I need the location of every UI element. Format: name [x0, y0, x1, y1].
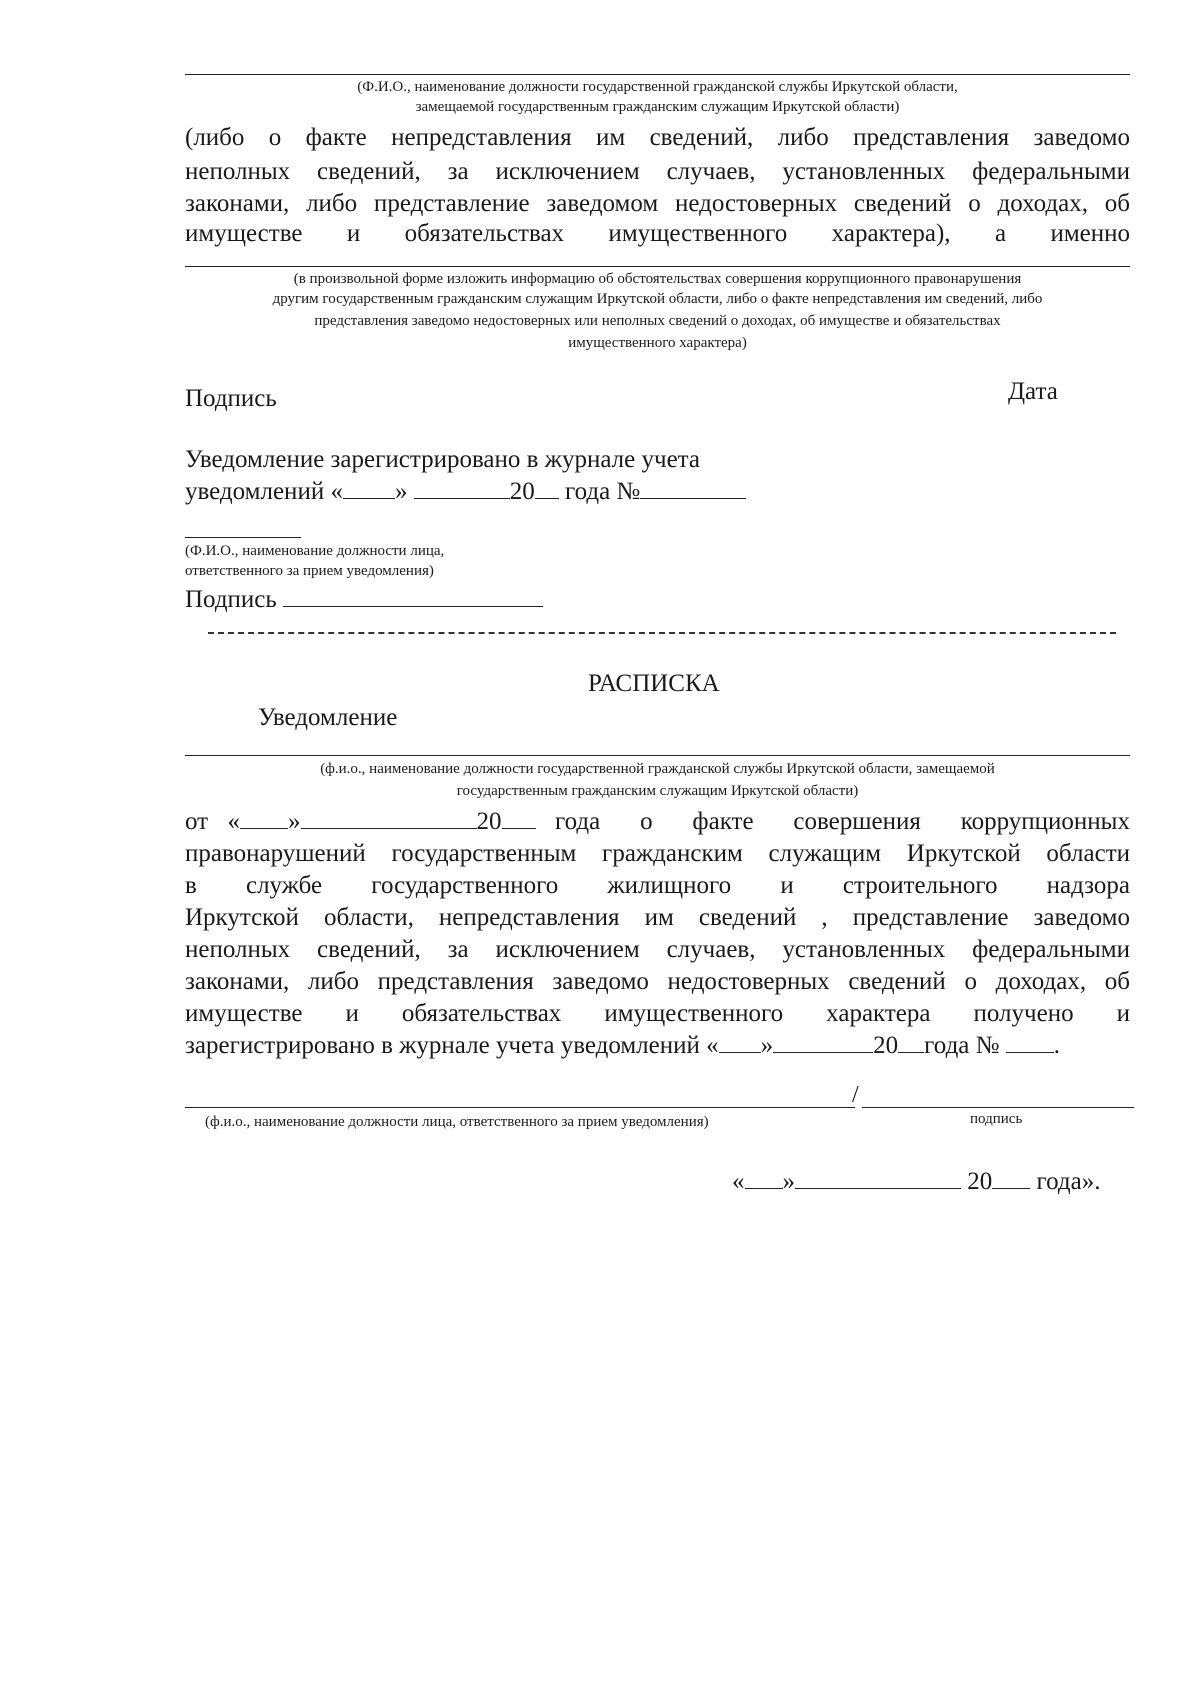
receipt-line-5: неполных сведений, за исключением случаев, установленных федеральными	[185, 936, 1130, 963]
intro-line-1: (либо о факте непредставления им сведений, либо представления заведомо	[185, 124, 1130, 151]
receipt-notification-label: Уведомление	[258, 704, 398, 731]
receipt-from: от	[185, 808, 209, 835]
signature2-line	[185, 584, 543, 615]
receipt-line8-prefix: зарегистрировано в журнале учета уведомлений «	[185, 1032, 719, 1059]
registration-number-field[interactable]	[640, 476, 746, 499]
receipt-year-field[interactable]	[502, 806, 536, 829]
receipt-line-2: правонарушений государственным гражданским служащим Иркутской области	[185, 840, 1130, 867]
registration-year-field[interactable]	[535, 476, 559, 499]
bottom-caption-right: подпись	[970, 1111, 1023, 1127]
registration-line1: Уведомление зарегистрировано в журнале учета	[185, 446, 700, 473]
responsible-caption-line2: ответственного за прием уведомления)	[185, 563, 434, 579]
date-label: Дата	[1008, 378, 1058, 405]
receipt-caption-line1: (ф.и.о., наименование должности государственной гражданской службы Иркутской области, замещаемой	[320, 761, 995, 777]
info-line	[185, 266, 1130, 267]
intro-line-2: неполных сведений, за исключением случаев, установленных федеральными	[185, 158, 1130, 185]
receipt-line8-day-field[interactable]	[719, 1030, 761, 1053]
cut-line	[208, 632, 1116, 634]
bottom-caption-left: (ф.и.о., наименование должности лица, ответственного за прием уведомления)	[205, 1114, 709, 1130]
receipt-day-field[interactable]	[240, 806, 288, 829]
receipt-line-4: Иркутской области, непредставления им сведений , представление заведомо	[185, 904, 1130, 931]
bottom-signature-line	[862, 1107, 1134, 1108]
receipt-line8-month-field[interactable]	[773, 1030, 873, 1053]
receipt-line-8	[185, 1030, 1060, 1061]
bottom-date-day-field[interactable]	[745, 1166, 783, 1189]
registration-year-prefix: 20	[509, 478, 535, 505]
signature2-field[interactable]	[283, 584, 543, 607]
bottom-date-year: 20	[967, 1168, 993, 1195]
receipt-year-prefix: 20	[476, 808, 502, 835]
registration-day-field[interactable]	[343, 476, 395, 499]
registration-prefix: уведомлений «	[185, 478, 343, 505]
responsible-caption-line1: (Ф.И.О., наименование должности лица,	[185, 543, 445, 559]
bottom-date-quote-close: »	[782, 1168, 795, 1195]
receipt-date-group	[228, 806, 536, 837]
bottom-slash: /	[852, 1082, 859, 1108]
receipt-line-1	[185, 806, 1130, 837]
receipt-line-3: в службе государственного жилищного и строительного надзора	[185, 872, 1130, 899]
info-caption-line4: имущественного характера)	[568, 335, 747, 351]
bottom-date-year-field[interactable]	[992, 1166, 1030, 1189]
bottom-date-suffix: года».	[1036, 1168, 1101, 1195]
receipt-title: РАСПИСКА	[588, 670, 720, 697]
receipt-caption-line2: государственным гражданским служащим Иркутской области)	[456, 783, 859, 799]
bottom-date-line	[732, 1166, 1100, 1197]
signature-label: Подпись	[185, 385, 277, 412]
receipt-quote-close: »	[288, 808, 301, 835]
registration-month-field[interactable]	[414, 476, 510, 499]
header-caption-line2: замещаемой государственным гражданским служащим Иркутской области)	[415, 99, 900, 115]
receipt-line8-quote-close: »	[760, 1032, 774, 1059]
bottom-date-month-field[interactable]	[795, 1166, 961, 1189]
receipt-line-7: имуществе и обязательствах имущественного характера получено и	[185, 1000, 1130, 1027]
intro-line-4: имуществе и обязательствах имущественного характера), а именно	[185, 220, 1130, 247]
header-caption-line1: (Ф.И.О., наименование должности государственной гражданской службы Иркутской области,	[357, 79, 958, 95]
signature2-label: Подпись	[185, 586, 277, 613]
receipt-line8-year: 20	[873, 1032, 899, 1059]
receipt-line8-number-field[interactable]	[1006, 1030, 1054, 1053]
name-position-line	[185, 74, 1130, 75]
info-caption-line2: другим государственным гражданским служащим Иркутской области, либо о факте непредставления им сведений, либо	[272, 291, 1043, 307]
receipt-quote-open: «	[227, 808, 241, 835]
registration-year-suffix: года №	[564, 478, 641, 505]
bottom-name-line	[185, 1107, 855, 1108]
receipt-line-6: законами, либо представления заведомо недостоверных сведений о доходах, об	[185, 968, 1130, 995]
receipt-line8-end: .	[1053, 1032, 1060, 1059]
info-caption-line1: (в произвольной форме изложить информацию об обстоятельствах совершения коррупционного правонарушения	[293, 271, 1022, 287]
receipt-line8-year-field[interactable]	[898, 1030, 924, 1053]
intro-line-3: законами, либо представление заведомом недостоверных сведений о доходах, об	[185, 190, 1130, 217]
responsible-short-line	[185, 537, 301, 538]
receipt-line1-rest: года о факте совершения коррупционных	[554, 808, 1130, 835]
registration-line2	[185, 476, 746, 507]
registration-quote-close: »	[394, 478, 408, 505]
bottom-date-quote-open: «	[732, 1168, 745, 1195]
info-caption-line3: представления заведомо недостоверных или неполных сведений о доходах, об имуществе и обязательствах	[314, 313, 1001, 329]
receipt-month-field[interactable]	[301, 806, 477, 829]
receipt-name-line	[185, 755, 1130, 756]
receipt-line8-suffix: года №	[924, 1032, 1000, 1059]
